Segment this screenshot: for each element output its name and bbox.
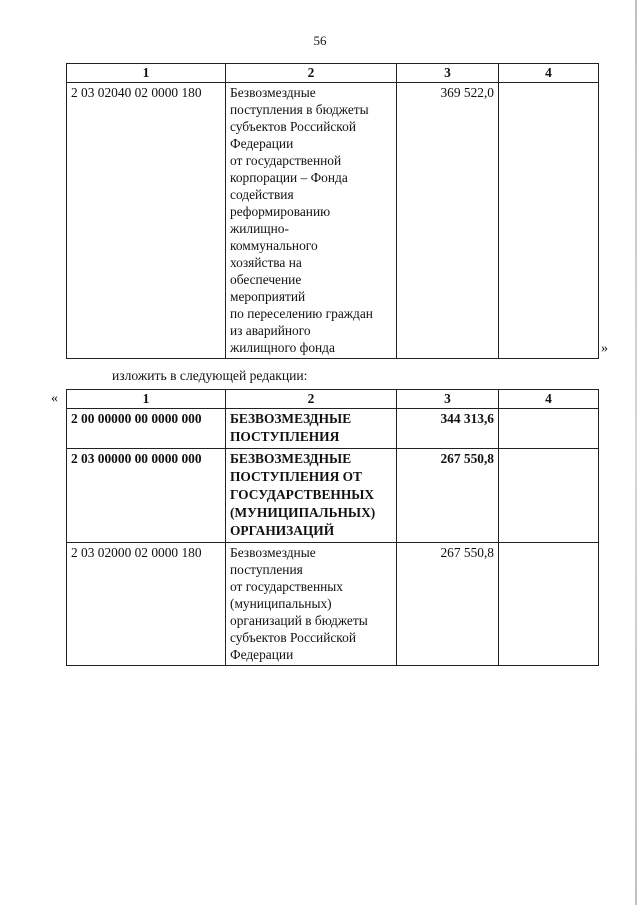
amount: 267 550,8 [397, 449, 499, 543]
name-line: из аварийного [230, 323, 311, 338]
name-line: корпорации – Фонда [230, 170, 348, 185]
table-header-row [67, 390, 599, 409]
page-number: 56 [313, 33, 327, 48]
column-header-4: 4 [499, 390, 599, 409]
name-line: ПОСТУПЛЕНИЯ ОТ [230, 469, 362, 484]
column-header-2: 2 [226, 64, 397, 83]
name-line: жилищно- [230, 221, 289, 236]
name-line: жилищного фонда [230, 340, 335, 355]
column-header-3: 3 [397, 390, 499, 409]
table-row [67, 409, 599, 449]
budget-code: 2 03 02040 02 0000 180 [67, 83, 226, 359]
name-line: хозяйства на [230, 255, 302, 270]
column-4-cell [499, 543, 599, 666]
name-line: Федерации [230, 136, 294, 151]
name-line: ОРГАНИЗАЦИЙ [230, 523, 335, 538]
name-line: ПОСТУПЛЕНИЯ [230, 429, 340, 444]
column-header-1: 1 [67, 64, 226, 83]
page-edge [635, 0, 637, 905]
column-4-cell [499, 409, 599, 449]
closing-quote: » [601, 341, 608, 356]
column-4-cell [499, 449, 599, 543]
amount: 267 550,8 [397, 543, 499, 666]
table-header-row [67, 64, 599, 83]
table-row [67, 83, 599, 359]
name-line: по переселению граждан [230, 306, 373, 321]
name-line: обеспечение [230, 272, 302, 287]
budget-code: 2 00 00000 00 0000 000 [67, 409, 226, 449]
column-4-cell [499, 83, 599, 359]
name-line: поступления в бюджеты [230, 102, 369, 117]
column-header-4: 4 [499, 64, 599, 83]
name-line: ГОСУДАРСТВЕННЫХ [230, 487, 375, 502]
revenue-name [226, 409, 397, 449]
opening-quote: « [51, 391, 58, 406]
budget-table-new [66, 389, 599, 666]
name-line: субъектов Российской [230, 119, 356, 134]
name-line: коммунального [230, 238, 318, 253]
name-line: поступления [230, 562, 303, 577]
column-header-1: 1 [67, 390, 226, 409]
column-header-3: 3 [397, 64, 499, 83]
name-line: БЕЗВОЗМЕЗДНЫЕ [230, 411, 352, 426]
revenue-name [226, 449, 397, 543]
amount: 369 522,0 [397, 83, 499, 359]
name-line: Безвозмездные [230, 85, 316, 100]
name-line: организаций в бюджеты [230, 613, 368, 628]
name-line: (муниципальных) [230, 596, 332, 611]
budget-code: 2 03 02000 02 0000 180 [67, 543, 226, 666]
name-line: от государственной [230, 153, 342, 168]
table-row [67, 543, 599, 666]
instruction-text: изложить в следующей редакции: [112, 368, 308, 383]
column-header-2: 2 [226, 390, 397, 409]
name-line: реформированию [230, 204, 331, 219]
name-line: содействия [230, 187, 294, 202]
name-line: Безвозмездные [230, 545, 316, 560]
name-line: субъектов Российской [230, 630, 356, 645]
budget-code: 2 03 00000 00 0000 000 [67, 449, 226, 543]
amount: 344 313,6 [397, 409, 499, 449]
name-line: БЕЗВОЗМЕЗДНЫЕ [230, 451, 352, 466]
table-row [67, 449, 599, 543]
name-line: (МУНИЦИПАЛЬНЫХ) [230, 505, 376, 520]
budget-table-old [66, 63, 599, 359]
name-line: мероприятий [230, 289, 306, 304]
revenue-name [226, 543, 397, 666]
revenue-name [226, 83, 397, 359]
name-line: от государственных [230, 579, 343, 594]
name-line: Федерации [230, 647, 294, 662]
